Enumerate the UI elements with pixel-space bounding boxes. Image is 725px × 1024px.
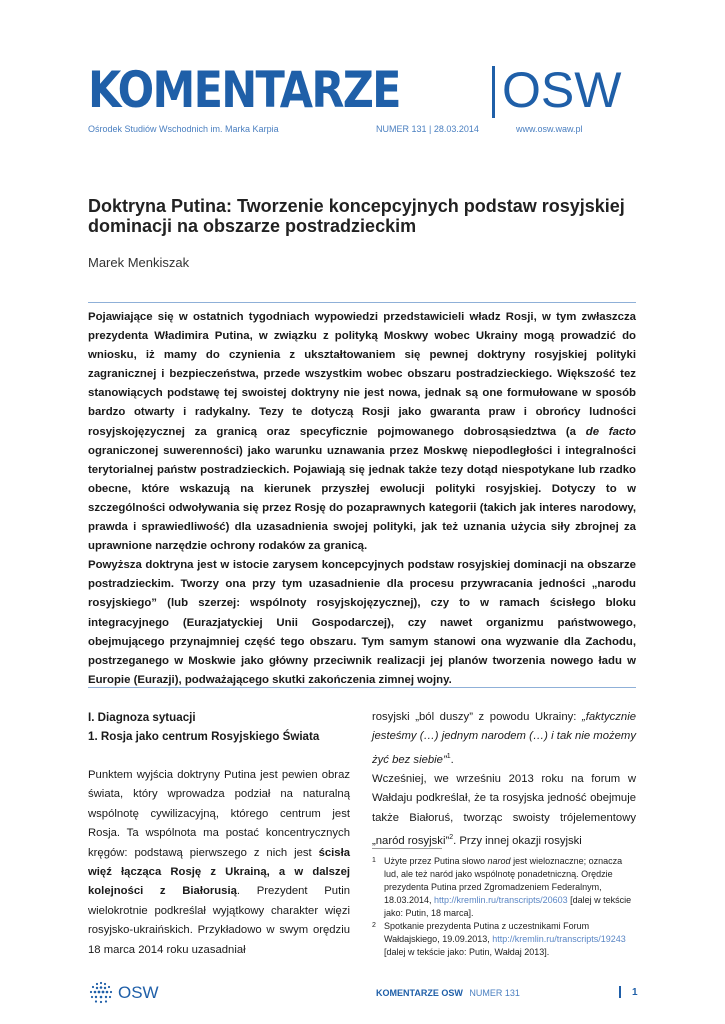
masthead-komentarze: KOMENTARZE [88,61,400,119]
footnote-ref[interactable]: 2 [449,834,454,842]
abstract-top-rule [88,302,636,303]
footnote-text: Spotkanie prezydenta Putina z uczestnikami Forum Wałdajskiego, 19.09.2013, [384,921,590,944]
abstract [88,308,636,690]
footnote-ref[interactable]: 1 [446,752,451,760]
body-text: . Przy innej okazji rosyjski [453,834,582,847]
footnote-text: [dalej w tekście jako: Putin, Wałdaj 2013]. [384,947,550,957]
footnote-number: 1 [372,857,376,864]
body-bold: ścisła więź łącząca Rosję z Ukrainą, a w dalszej kolejności z Białorusią [88,846,350,898]
left-column [88,708,350,960]
footnote-link[interactable]: http://kremlin.ru/transcripts/20603 [434,895,568,905]
website-link[interactable]: www.osw.waw.pl [516,124,583,134]
body-paragraph [372,708,636,770]
footnote-text: Użyte przez Putina słowo [384,856,488,866]
footnote-1 [372,855,636,920]
abstract-text: ograniczonej suwerenności) jako warunku uznawania przez Moskwę niepodległości i integralności terytorialnej państw postradzieckich. Pojawiają się jednak także tezy dotąd niespotykane lub rzadko obecne, które wskazują na kierunek przyszłej ewolucji polityki rosyjskiej. Dotyczy to w szczególności odwoływania się przez Rosję do pozaprawnych kategorii (takich jak interes narodowy, prawda i sprawiedliwość) dla uzasadnienia swojej polityki, jak też uznania użycia siły zbrojnej za uprawnione narzędzie ochrony rodaków za granicą. [88,444,636,553]
article-title: Doktryna Putina: Tworzenie koncepcyjnych podstaw rosyjskiej dominacji na obszarze postradzieckim [88,196,625,236]
body-text: . Prezydent Putin wielokrotnie podkreślał wyjątkowy charakter więzi rosyjsko-ukraińskich. Przykładowo w swym orędziu 18 marca 2014 roku uzasadniał [88,885,351,956]
footer-series [376,988,520,998]
footnote-text: jest wieloznaczne; oznacza lud, ale też naród jako wspólnotę ponadetniczną. Orędzie prezydenta Putina przed Zgromadzeniem Federalnym, 18.03.2014, [384,856,623,905]
abstract-italic: de facto [585,425,636,438]
abstract-bottom-rule [88,687,636,688]
body-text: Wcześniej, we wrześniu 2013 roku na forum w Wałdaju podkreślał, że ta rosyjska jedność obejmuje także Białoruś, tworząc swoisty trójelementowy „naród rosyjski” [372,772,636,847]
quote-italic: „faktycznie jesteśmy (…) jednym narodem (…) i tak nie możemy żyć bez siebie” [372,711,636,766]
body-text: . [450,753,454,766]
issue-info: NUMER 131 | 28.03.2014 [376,124,479,134]
footnote-link[interactable]: http://kremlin.ru/transcripts/19243 [492,934,626,944]
footer-number: NUMER 131 [469,988,520,998]
footnote-italic: narod [487,856,511,866]
osw-logo [88,981,198,1005]
subsection-heading: 1. Rosja jako centrum Rosyjskiego Świata [88,730,320,743]
abstract-paragraph-2: Powyższa doktryna jest w istocie zarysem koncepcyjnych podstaw rosyjskiej dominacji na obszarze postradzieckim. Tworzy ona przy tym uzasadnienie dla procesu przywracania jedności „narodu rosyjskiego” (lub szerzej: wspólnoty rosyjskojęzycznej), czy to w ramach ścisłego bloku integracyjnego (Eurazjatyckiej Unii Gospodarczej), czy nawet organizmu państwowego, obejmującego przynajmniej część tego obszaru. Tym samym stanowi ona wyzwanie dla Zachodu, postrzeganego w Moskwie jako główny przeciwnik realizacji jej planów tworzenia nowego ładu w Europie (Eurazji), podważającego skutki zakończenia zimnej wojny. [88,559,636,686]
footnote-text: [dalej w tekście jako: Putin, 18 marca]. [384,895,632,918]
body-text: rosyjski „ból duszy” z powodu Ukrainy: [372,711,582,723]
abstract-paragraph-1 [88,308,636,556]
footnote-2 [372,920,636,959]
institution-name: Ośrodek Studiów Wschodnich im. Marka Karpia [88,124,279,134]
osw-logo-text: OSW [118,983,159,1002]
right-column [372,708,636,851]
body-paragraph [88,766,350,960]
footnote-rule [372,848,442,849]
abstract-text: Pojawiające się w ostatnich tygodniach wypowiedzi przedstawicieli władz Rosji, w tym zwłaszcza prezydenta Władimira Putina, w związku z polityką Moskwy wobec Ukrainy mogą prowadzić do wniosku, iż mamy do czynienia z ukształtowaniem się pewnej doktryny rosyjskiej polityki zagranicznej i bezpieczeństwa, przede wszystkim wobec obszaru postradzieckiego. Większość tez stanowiących podstawę tej swoistej doktryny nie jest nowa, jednak są one formułowane w sposób bardzo otwarty i radykalny. Tezy te dotyczą Rosji jako gwaranta praw i obrońcy ludności rosyjskojęzycznej za granicą oraz specyficznie pojmowanego dobrosąsiedztwa (a [88,311,636,438]
masthead [88,60,648,120]
osw-globe-icon [88,981,114,1005]
masthead-osw: OSW [502,62,622,118]
section-heading: I. Diagnoza sytuacji [88,711,196,724]
article-author: Marek Menkiszak [88,255,190,270]
body-text: Punktem wyjścia doktryny Putina jest pewien obraz świata, który wprowadza podział na naturalną wspólnotę cywilizacyjną, którego centrum jest Rosja. Ta wspólnota ma postać koncentrycznych kręgów: podstawą pierwszego z nich jest [88,769,350,859]
footer-series-name: KOMENTARZE OSW [376,988,463,998]
body-paragraph [372,770,636,851]
masthead-separator [492,66,495,118]
page-number: 1 [632,987,638,998]
footer-separator [619,986,621,998]
footnote-number: 2 [372,922,376,929]
